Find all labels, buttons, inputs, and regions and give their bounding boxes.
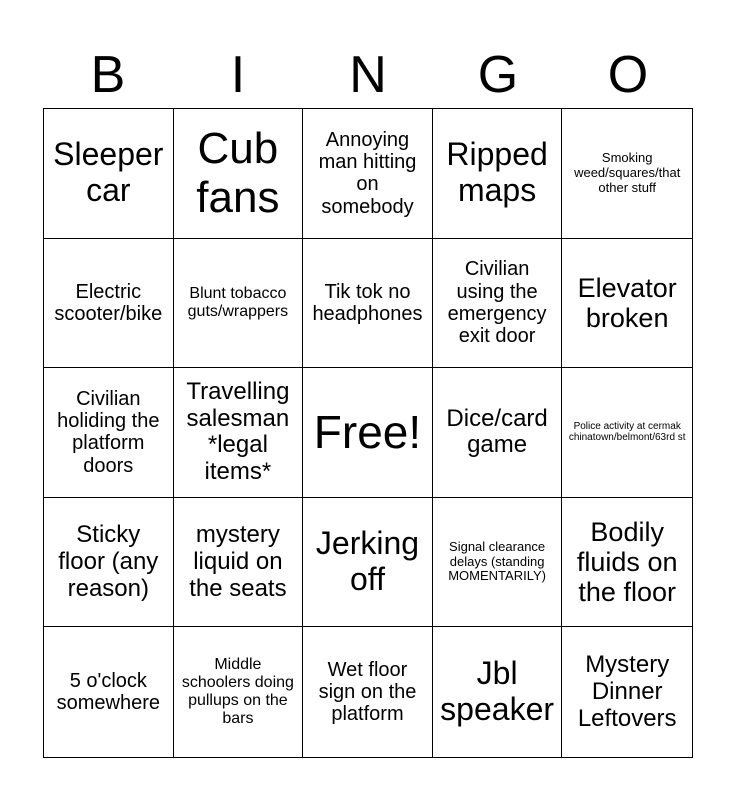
bingo-cell[interactable] <box>44 627 174 757</box>
cell-text: 5 o'clock somewhere <box>56 669 160 715</box>
cell-text: Sticky floor (any reason) <box>58 520 159 602</box>
bingo-cell[interactable] <box>433 109 563 239</box>
bingo-cell[interactable] <box>562 109 692 239</box>
cell-text: Wet floor sign on the platform <box>318 658 417 726</box>
header-letter-i: I <box>230 46 246 104</box>
cell-text: Signal clearance delays (standing MOMENTARILY) <box>448 539 546 584</box>
cell-text: Elevator broken <box>577 272 677 333</box>
bingo-cell[interactable] <box>562 498 692 628</box>
bingo-header <box>43 44 693 106</box>
bingo-cell[interactable] <box>433 239 563 369</box>
bingo-cell[interactable] <box>562 239 692 369</box>
header-letter-g: G <box>477 46 519 104</box>
bingo-cell[interactable] <box>174 239 304 369</box>
bingo-cell[interactable] <box>562 368 692 498</box>
cell-text: Tik tok no headphones <box>312 280 423 325</box>
cell-text: Civilian using the emergency exit door <box>447 258 547 348</box>
bingo-cell[interactable] <box>433 627 563 757</box>
cell-text: Ripped maps <box>446 136 548 209</box>
bingo-cell[interactable] <box>303 109 433 239</box>
bingo-cell[interactable] <box>433 498 563 628</box>
bingo-cell[interactable] <box>174 109 304 239</box>
cell-text: Sleeper car <box>53 136 164 209</box>
cell-text: Blunt tobacco guts/wrappers <box>187 284 289 320</box>
bingo-cell[interactable] <box>44 498 174 628</box>
header-letter-o: O <box>607 46 649 104</box>
cell-text: Middle schoolers doing pullups on the bars <box>181 656 294 728</box>
cell-text: Smoking weed/squares/that other stuff <box>574 150 681 195</box>
cell-text: Civilian holiding the platform doors <box>57 387 160 477</box>
bingo-cell[interactable] <box>44 109 174 239</box>
cell-text: Annoying man hitting on somebody <box>318 128 417 218</box>
cell-text: Bodily fluids on the floor <box>576 516 678 608</box>
bingo-cell[interactable] <box>303 239 433 369</box>
cell-text: Cub fans <box>196 124 280 223</box>
bingo-board <box>43 108 693 758</box>
bingo-cell[interactable] <box>44 368 174 498</box>
free-space-cell[interactable] <box>303 368 433 498</box>
cell-text: Jbl speaker <box>440 655 555 728</box>
bingo-cell[interactable] <box>562 627 692 757</box>
bingo-cell[interactable] <box>303 627 433 757</box>
cell-text: Mystery Dinner Leftovers <box>577 650 677 732</box>
bingo-cell[interactable] <box>433 368 563 498</box>
cell-text: Dice/card game <box>446 404 548 459</box>
cell-text: Travelling salesman *legal items* <box>186 377 290 486</box>
cell-text: Electric scooter/bike <box>54 280 163 325</box>
cell-text: mystery liquid on the seats <box>189 520 287 602</box>
cell-text: Jerking off <box>315 525 420 598</box>
cell-text: Free! <box>313 405 422 458</box>
header-letter-n: N <box>349 46 387 104</box>
bingo-cell[interactable] <box>174 368 304 498</box>
bingo-cell[interactable] <box>303 498 433 628</box>
bingo-cell[interactable] <box>44 239 174 369</box>
bingo-cell[interactable] <box>174 627 304 757</box>
cell-text: Police activity at cermak chinatown/belmont/63rd st <box>568 421 686 444</box>
header-letter-b: B <box>90 46 126 104</box>
bingo-cell[interactable] <box>174 498 304 628</box>
